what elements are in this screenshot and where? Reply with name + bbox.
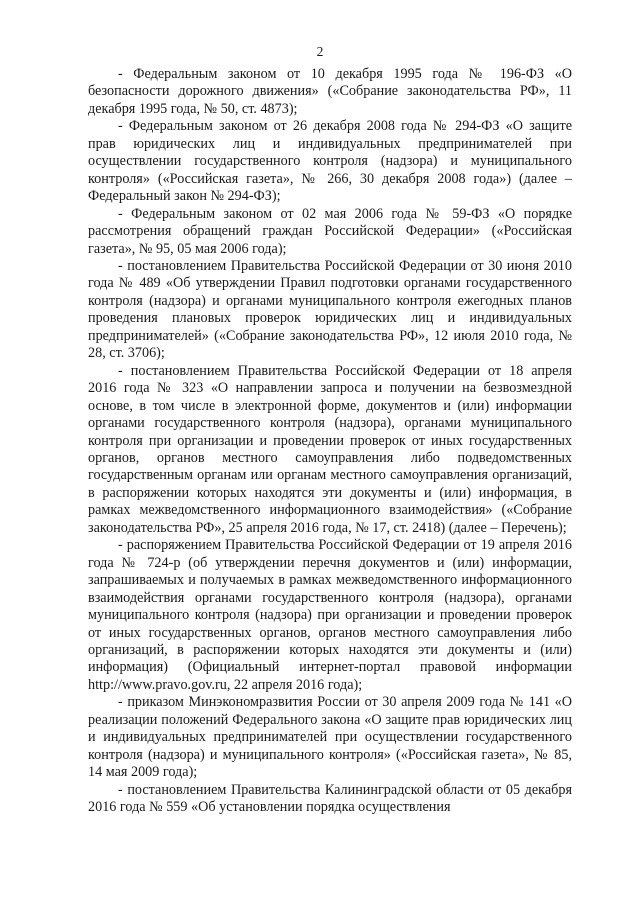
paragraph-federal-law-294: - Федеральным законом от 26 декабря 2008 года № 294-ФЗ «О защите прав юридических лиц и индивидуальных предпринимателей при осуществлении государственного контроля (надзора) и муниципального контроля» («Российская газета», № 266, 30 декабря 2008 года») (далее – Федеральный закон № 294-ФЗ); <box>88 118 572 205</box>
paragraph-federal-law-59: - Федеральным законом от 02 мая 2006 года № 59-ФЗ «О порядке рассмотрения обращений граждан Российской Федерации» («Российская газета», № 95, 05 мая 2006 года); <box>88 205 572 257</box>
paragraph-resolution-489: - постановлением Правительства Российской Федерации от 30 июня 2010 года № 489 «Об утверждении Правил подготовки органами государственного контроля (надзора) и органами муниципального контроля ежегодных планов проведения плановых проверок юридических лиц и индивидуальных предпринимателей» («Собрание законодательства РФ», 12 июля 2010 года, № 28, ст. 3706); <box>88 257 572 362</box>
paragraph-resolution-559: - постановлением Правительства Калининградской области от 05 декабря 2016 года № 559 «Об установлении порядка осуществления <box>88 781 572 816</box>
paragraph-resolution-323: - постановлением Правительства Российской Федерации от 18 апреля 2016 года № 323 «О направлении запроса и получении на безвозмездной основе, в том числе в электронной форме, документов и (или) информации органами государственного контроля (надзора), органами муниципального контроля при организации и проведении проверок от иных государственных органов, органов местного самоуправления либо подведомственных государственным органам или органам местного самоуправления организаций, в распоряжении которых находятся эти документы и (или) информация, в рамках межведомственного информационного взаимодействия» («Собрание законодательства РФ», 25 апреля 2016 года, № 17, ст. 2418) (далее – Перечень); <box>88 362 572 536</box>
document-body <box>88 66 572 816</box>
page-number: 2 <box>316 44 324 59</box>
paragraph-order-724r: - распоряжением Правительства Российской Федерации от 19 апреля 2016 года № 724-р (об утверждении перечня документов и (или) информации, запрашиваемых и получаемых в рамках межведомственного информационного взаимодействия органами государственного контроля (надзора), органами муниципального контроля (надзора) при организации и проведении проверок от иных государственных органов, органов местного самоуправления либо организаций, в распоряжении которых находятся эти документы и (или) информация) (Официальный интернет-портал правовой информации http://www.pravo.gov.ru, 22 апреля 2016 года); <box>88 537 572 693</box>
paragraph-federal-law-196: - Федеральным законом от 10 декабря 1995 года № 196-ФЗ «О безопасности дорожного движения» («Собрание законодательства РФ», 11 декабря 1995 года, № 50, ст. 4873); <box>88 66 572 117</box>
paragraph-order-141: - приказом Минэкономразвития России от 30 апреля 2009 года № 141 «О реализации положений Федерального закона «О защите прав юридических лиц и индивидуальных предпринимателей при осуществлении государственного контроля (надзора) и муниципального контроля» («Российская газета», № 85, 14 мая 2009 года); <box>88 694 572 781</box>
